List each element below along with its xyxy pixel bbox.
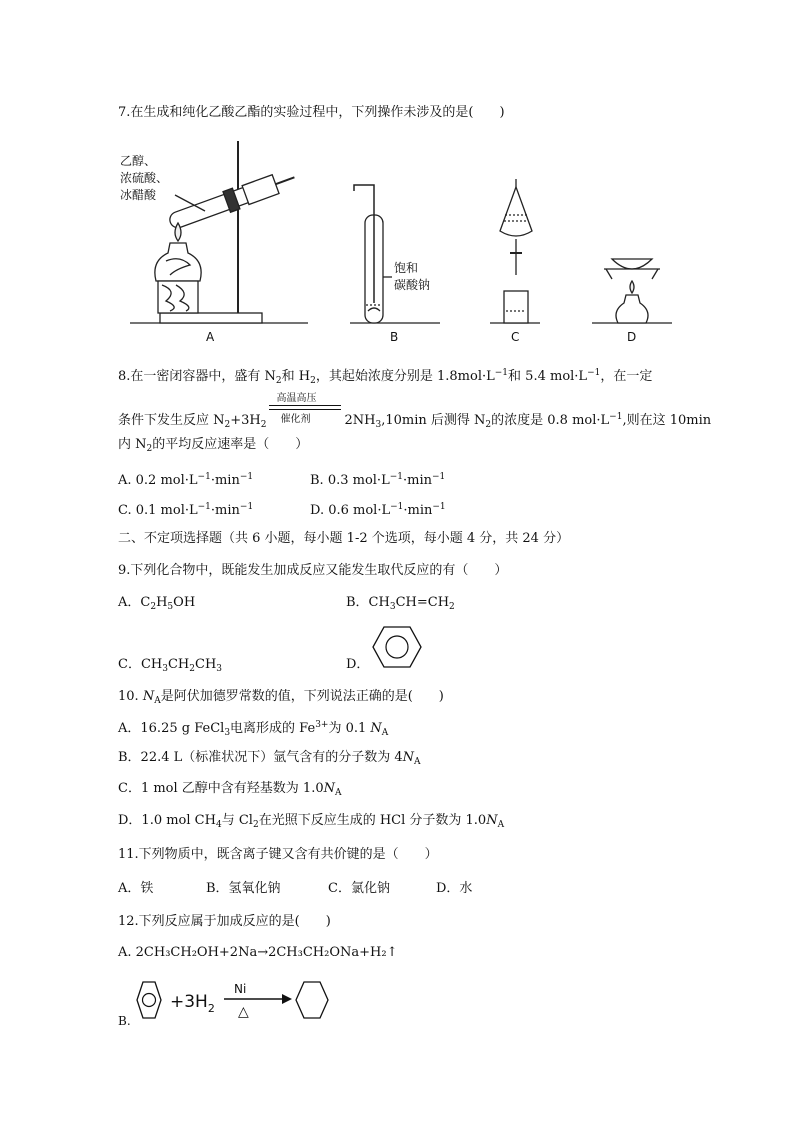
q8-option-c: C. 0.1 $mol\cdot L^{-1}\cdot\min^{-1}$ [118,502,254,518]
q9-stem: 9.下列化合物中，既能发生加成反应又能发生取代反应的有（ ） [118,563,508,578]
q10-option-d: D．1.0 mol $CH_4$与 $Cl_2$在光照下反应生成的 HCl 分子数为 $1.0N_A$ [118,813,505,830]
beaker [504,291,528,323]
test-tube [167,167,299,233]
figure-label-d: D [627,330,637,344]
reversible-arrow: 高温高压 催化剂 [267,408,345,426]
cyclohexane-ring-icon [296,982,328,1018]
q8-line-1: 8.在一密闭容器中，盛有 $N_2$和 $H_2$，其起始浓度分别是 $1.8mol\cdot L^{-1}$和 5.4 $mol\cdot L^{-1}$，在一定 [118,368,653,386]
catalyst-label: Ni [234,982,247,996]
q8-option-a: A. 0.2 $mol\cdot L^{-1}\cdot\min^{-1}$ [118,472,254,488]
q7-stem: 7.在生成和纯化乙酸乙酯的实验过程中，下列操作未涉及的是( ) [118,105,505,120]
q11-option-b: B．氢氧化钠 [206,881,281,896]
q11-option-c: C．氯化钠 [328,881,390,896]
q9-option-a: A．$C_2H_5OH$ [118,595,196,612]
q10-stem: 10. $N_A$是阿伏加德罗常数的值，下列说法正确的是( ) [118,689,444,706]
q10-option-b: B．22.4 L（标准状况下）氩气含有的分子数为 $4N_A$ [118,750,421,767]
q11-option-a: A．铁 [118,881,154,896]
figure-label-c: C [511,330,520,344]
q11-option-d: D．水 [436,881,473,896]
q9-option-d: D． [346,657,370,672]
q10-option-c: C．1 mol 乙醇中含有羟基数为 $1.0N_A$ [118,781,342,798]
q9-option-b: B．$CH_3CH=CH_2$ [346,595,455,612]
q8-option-b: B. 0.3 $mol\cdot L^{-1}\cdot\min^{-1}$ [310,472,446,488]
flame-icon [175,223,181,241]
q8-line-2: 条件下发生反应 $N_2+3H_2$ 高温高压 催化剂 $2NH_3,10\min$ 后测得 $N_2$的浓度是 0.8 $mol\cdot L^{-1}$,则在这 10min [118,393,712,430]
q8-line-3: 内 $N_2$的平均反应速率是（ ） [118,437,309,454]
label-sodium-carbonate: 碳酸钠 [394,278,431,292]
reagent-label-ethanol: 乙醇、 [120,154,157,168]
label-saturated: 饱和 [394,261,419,275]
figure-label-b: B [390,330,399,344]
evaporating-dish [612,259,652,269]
figure-label-a: A [206,330,215,344]
section-heading: 二、不定项选择题（共 6 小题，每小题 1-2 个选项，每小题 4 分，共 24 分） [118,531,570,546]
q12-option-b-equation [134,978,394,1028]
benzene-ring-icon [137,982,161,1018]
reagent-label-acetic: 冰醋酸 [120,188,157,202]
q7-apparatus-figure [0,135,794,365]
reagent-label-sulfuric: 浓硫酸、 [120,171,169,185]
stand-base [160,313,262,323]
q10-option-a: A．16.25 g FeCl$_3$电离形成的 $Fe^{3+}$为 0.1 $N_A$ [118,720,389,738]
reagent-text: $+3H_2$ [170,992,215,1015]
q12-stem: 12.下列反应属于加成反应的是( ) [118,914,331,929]
benzene-ring-icon [372,624,422,670]
q12-option-b-label: B. [118,1014,131,1028]
q9-option-c: C．$CH_3CH_2CH_3$ [118,657,223,674]
q11-stem: 11.下列物质中，既含离子键又含有共价键的是（ ） [118,847,438,862]
q8-option-d: D. 0.6 $mol\cdot L^{-1}\cdot\min^{-1}$ [310,502,446,518]
heat-label: △ [238,1004,249,1020]
separatory-funnel [500,187,532,236]
q12-option-a: A. 2CH₃CH₂OH+2Na→2CH₃CH₂ONa+H₂↑ [118,945,398,960]
